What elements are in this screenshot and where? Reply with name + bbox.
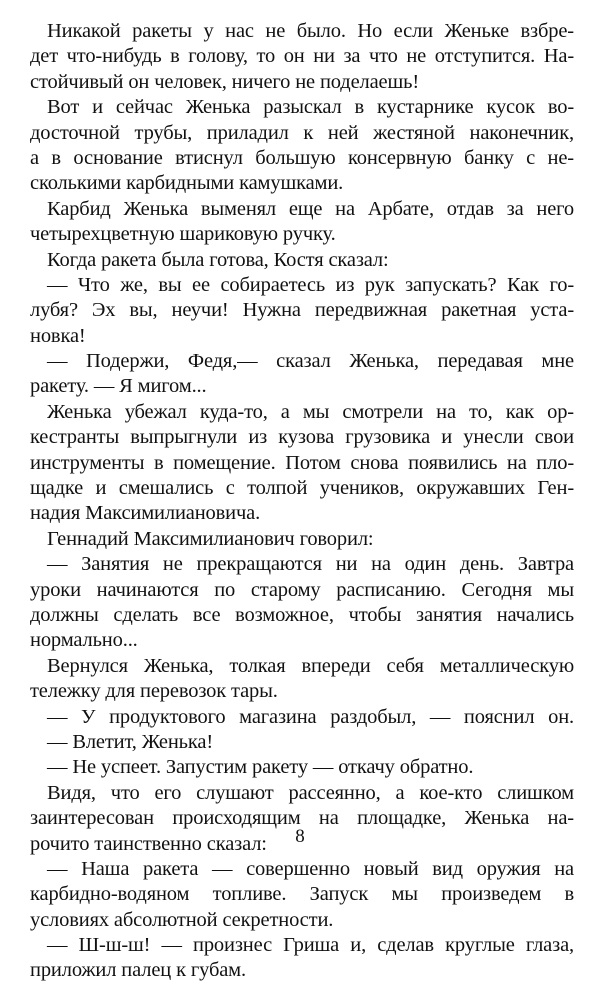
text-line: — Подержи, Федя,— сказал Женька, передавая мне — [47, 350, 574, 373]
text-line: новка! — [30, 324, 86, 347]
text-line: тележку для перевозок тары. — [30, 680, 278, 703]
text-line: Женька убежал куда-то, а мы смотрели на то, как ор- — [47, 400, 574, 423]
text-line: Вернулся Женька, толкая впереди себя металлическую — [47, 654, 574, 677]
text-line: — Ш-ш-ш! — произнес Гриша и, сделав круглые глаза, — [47, 934, 574, 957]
text-line: Вот и сейчас Женька разыскал в кустарнике кусок во- — [47, 96, 574, 119]
text-line: Геннадий Максимилианович говорил: — [47, 527, 374, 550]
text-line: стойчивый он человек, ничего не поделаешь! — [30, 70, 420, 93]
text-line: карбидно-водяном топливе. Запуск мы произведем в — [30, 883, 574, 906]
text-line: — У продуктового магазина раздобыл, — пояснил он. — [47, 705, 574, 728]
text-line: — Что же, вы ее собираетесь из рук запускать? Как го- — [47, 273, 574, 296]
text-line: надия Максимилиановича. — [30, 502, 261, 525]
text-line: инструменты в помещение. Потом снова появились на пло- — [30, 451, 574, 474]
text-line: приложил палец к губам. — [30, 959, 246, 982]
text-line: сколькими карбидными камушками. — [30, 172, 344, 195]
text-line: — Не успеет. Запустим ракету — откачу обратно. — [47, 756, 474, 779]
text-line: уроки начинаются по старому расписанию. Сегодня мы — [30, 578, 574, 601]
text-line: Карбид Женька выменял еще на Арбате, отдав за него — [47, 197, 574, 220]
text-line: кестранты выпрыгнули из кузова грузовика и унесли свои — [30, 426, 574, 449]
text-line: условиях абсолютной секретности. — [30, 908, 334, 931]
text-line: рочито таинственно сказал: — [30, 832, 267, 855]
text-line: нормально... — [30, 629, 138, 652]
text-line: лубя? Эх вы, неучи! Нужна передвижная ракетная уста- — [30, 299, 574, 322]
text-line: а в основание втиснул большую консервную банку с не- — [30, 146, 574, 169]
text-line: четырехцветную шариковую ручку. — [30, 223, 336, 246]
text-line: заинтересован происходящим на площадке, Женька на- — [30, 807, 574, 830]
text-line: щадке и смешались с толпой учеников, окружавших Ген- — [30, 477, 574, 500]
text-line: должны сделать все возможное, чтобы занятия начались — [30, 603, 574, 626]
text-line: Когда ракета была готова, Костя сказал: — [47, 248, 389, 271]
text-line: досточной трубы, приладил к ней жестяной наконечник, — [30, 121, 574, 144]
text-line: — Наша ракета — совершенно новый вид оружия на — [47, 857, 574, 880]
text-line: — Влетит, Женька! — [47, 730, 213, 753]
text-line: Никакой ракеты у нас не было. Но если Женьке взбре- — [47, 20, 574, 42]
page-number: 8 — [295, 826, 305, 847]
text-line: Видя, что его слушают рассеянно, а кое-кто слишком — [47, 781, 574, 804]
text-line: ракету. — Я мигом... — [30, 375, 207, 398]
text-line: дет что-нибудь в голову, то он ни за что не отступится. На- — [30, 45, 574, 68]
text-line: — Занятия не прекращаются ни на один день. Завтра — [47, 553, 574, 576]
